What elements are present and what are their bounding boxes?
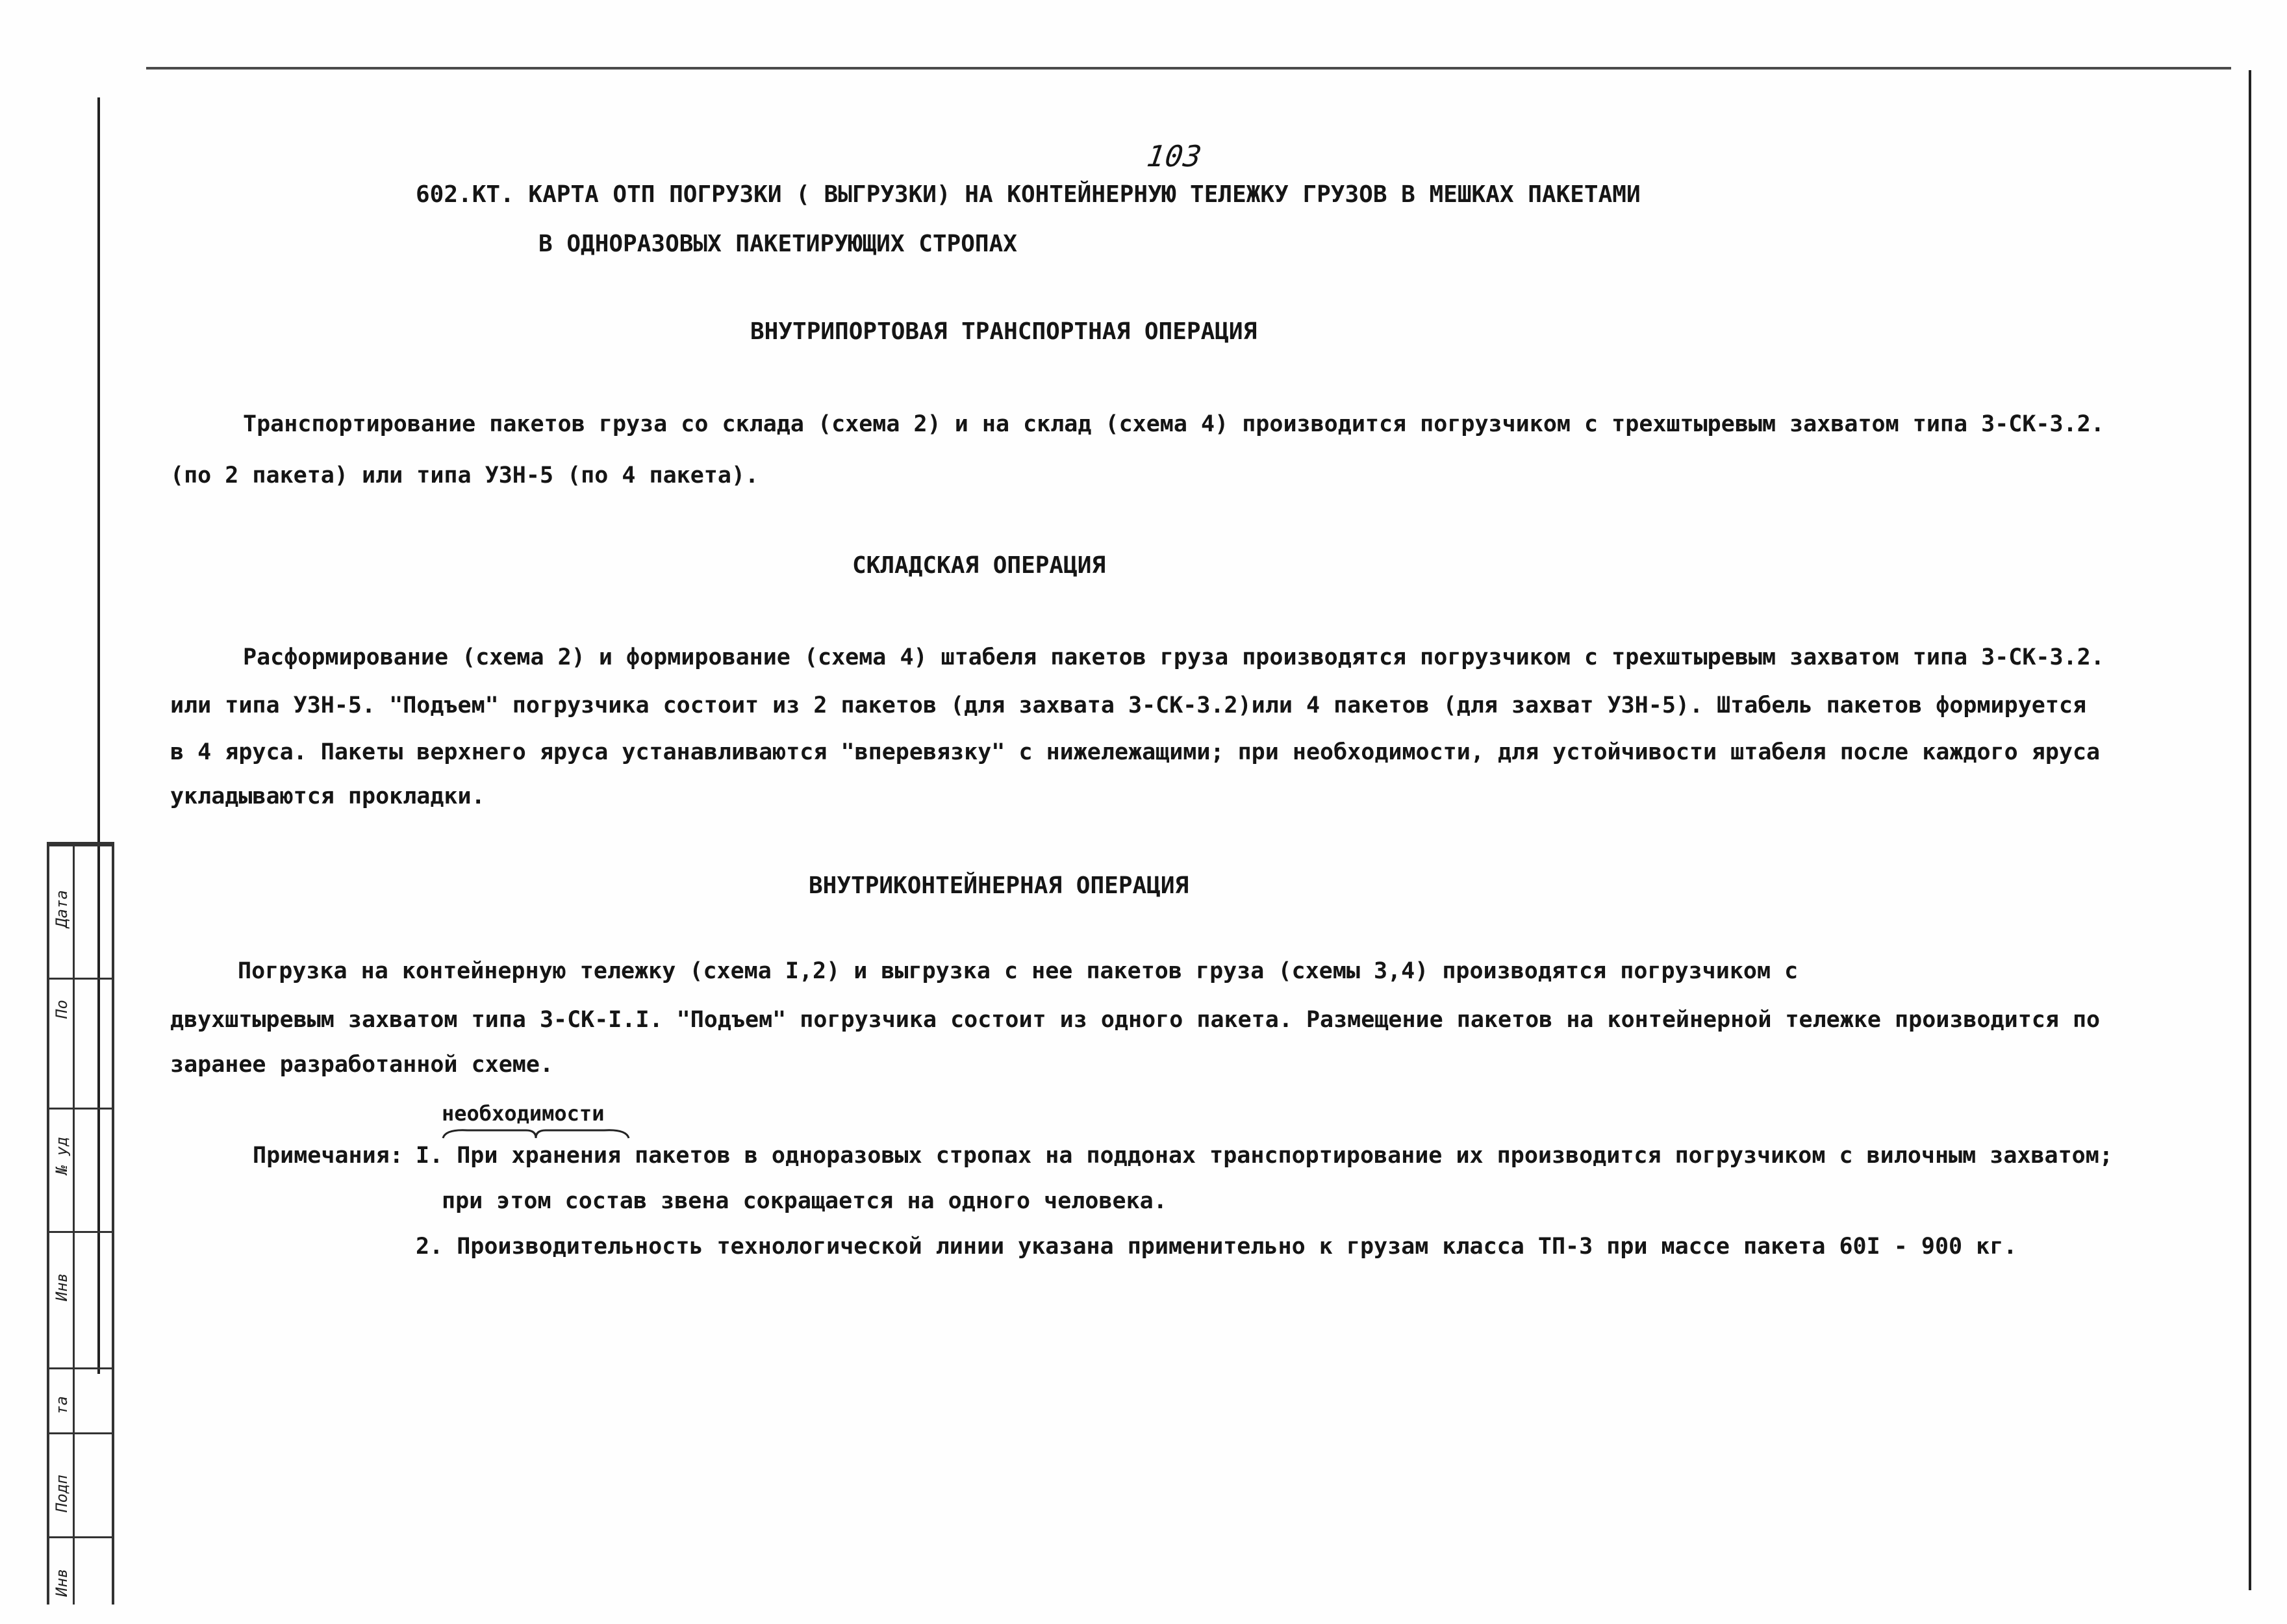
right-margin-rule [2249, 70, 2251, 1590]
stamp-cell [49, 1432, 112, 1536]
section-text-line: или типа УЗН-5. "Подъем" погрузчика состоит из 2 пакетов (для захвата 3-СК-3.2)или 4 пакетов (для захват УЗН-5). Штабель пакетов формируется [170, 692, 2087, 718]
section-text-line: Транспортирование пакетов груза со склада (схема 2) и на склад (схема 4) производится погрузчиком с трехштыревым захватом типа 3-СК-3.2. [243, 411, 2104, 437]
document-subtitle: В ОДНОРАЗОВЫХ ПАКЕТИРУЮЩИХ СТРОПАХ [538, 231, 1017, 257]
stamp-cell [49, 1367, 112, 1432]
top-border-line [146, 67, 2231, 74]
section-heading-warehouse: СКЛАДСКАЯ ОПЕРАЦИЯ [852, 552, 1106, 579]
section-text-line: двухштыревым захватом типа 3-СК-I.I. "Подъем" погрузчика состоит из одного пакета. Размещение пакетов на контейнерной тележке производится по [170, 1007, 2101, 1033]
stamp-label: та [53, 1396, 71, 1415]
stamp-cell [49, 1536, 112, 1607]
stamp-label: Инв [53, 1273, 71, 1301]
note-item-1-line-1: I. При хранения пакетов в одноразовых стропах на поддонах транспортирование их производится погрузчиком с вилочным захватом; [416, 1143, 2113, 1169]
stamp-label: Подп [53, 1475, 71, 1512]
document-title: 602.КТ. КАРТА ОТП ПОГРУЗКИ ( ВЫГРУЗКИ) НА КОНТЕЙНЕРНУЮ ТЕЛЕЖКУ ГРУЗОВ В МЕШКАХ ПАКЕТАМИ [416, 181, 1641, 208]
stamp-cell [49, 1108, 112, 1231]
stamp-label: По [53, 1000, 71, 1019]
page-number: 103 [1144, 139, 1205, 173]
section-text-line: (по 2 пакета) или типа УЗН-5 (по 4 пакета). [170, 463, 759, 488]
handwritten-insertion: необходимости [442, 1101, 605, 1126]
note-item-2: 2. Производительность технологической линии указана применительно к грузам класса ТП-3 при массе пакета 60I - 900 кг. [416, 1234, 2017, 1260]
section-text-line: Погрузка на контейнерную тележку (схема I,2) и выгрузка с нее пакетов груза (схемы 3,4) производятся погрузчиком с [238, 958, 1799, 984]
note-item-1-line-2: при этом состав звена сокращается на одного человека. [442, 1188, 1167, 1214]
section-text-line: укладываются прокладки. [170, 783, 485, 809]
insertion-brace-mark [442, 1128, 630, 1139]
stamp-label: Дата [53, 890, 71, 928]
stamp-label: Инв [53, 1568, 71, 1597]
notes-label: Примечания: [253, 1143, 403, 1169]
section-text-line: заранее разработанной схеме. [170, 1052, 554, 1078]
section-text-line: Расформирование (схема 2) и формирование (схема 4) штабеля пакетов груза производятся погрузчиком с трехштыревым захватом типа 3-СК-3.2. [243, 644, 2104, 670]
stamp-cell [49, 1231, 112, 1367]
section-text-line: в 4 яруса. Пакеты верхнего яруса устанавливаются "вперевязку" с нижележащими; при необходимости, для устойчивости штабеля после каждого яруса [170, 739, 2101, 765]
side-stamp-block [47, 842, 114, 1605]
stamp-cell [49, 978, 112, 1108]
section-heading-container: ВНУТРИКОНТЕЙНЕРНАЯ ОПЕРАЦИЯ [809, 872, 1189, 899]
stamp-label: № уд [53, 1137, 71, 1174]
section-heading-transport: ВНУТРИПОРТОВАЯ ТРАНСПОРТНАЯ ОПЕРАЦИЯ [750, 318, 1257, 345]
stamp-cell [49, 844, 112, 978]
